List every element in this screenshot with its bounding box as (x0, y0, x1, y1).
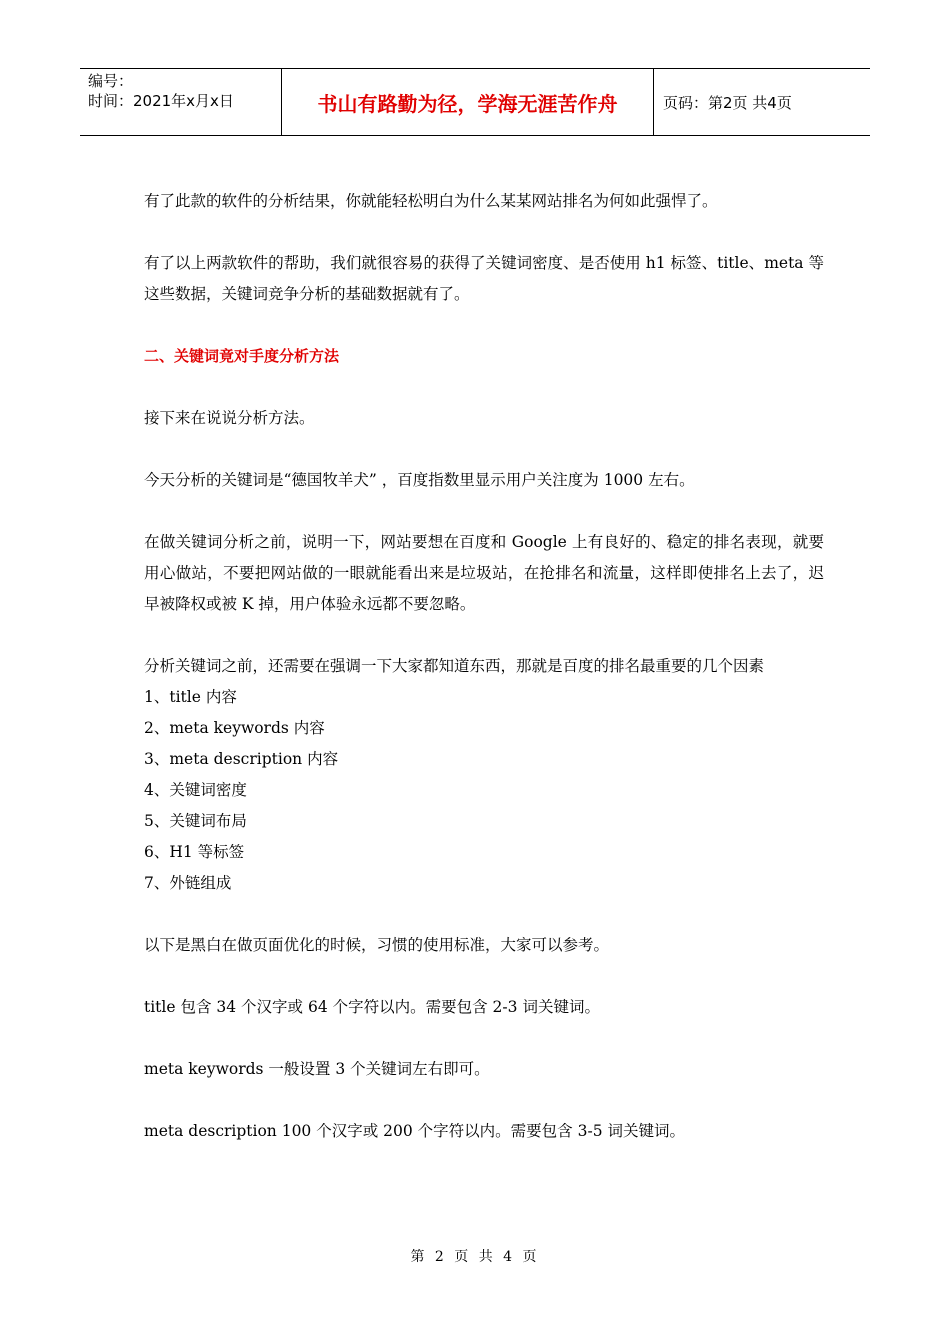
section-heading: 二、关键词竟对手度分析方法 (144, 347, 340, 365)
factor-list (144, 682, 824, 899)
list-item: 4、关键词密度 (144, 781, 247, 799)
list-item: 5、关键词布局 (144, 812, 247, 830)
list-item: 2、meta keywords 内容 (144, 719, 325, 737)
paragraph: 接下来在说说分析方法。 (144, 409, 315, 427)
document-body (144, 186, 824, 1147)
paragraph: 今天分析的关键词是“德国牧羊犬” ，百度指数里显示用户关注度为 1000 左右。 (144, 471, 695, 489)
paragraph: 有了此款的软件的分析结果，你就能轻松明白为什么某某网站排名为何如此强悍了。 (144, 192, 718, 210)
document-header (80, 68, 870, 136)
header-meta-cell (80, 69, 281, 135)
time-label: 时间：2021年x月x日 (88, 92, 234, 110)
paragraph: 以下是黑白在做页面优化的时候，习惯的使用标准，大家可以参考。 (144, 936, 610, 954)
header-page-info: 页码：第2页 共4页 (663, 93, 792, 112)
list-item: 3、meta description 内容 (144, 750, 339, 768)
list-item: 7、外链组成 (144, 874, 232, 892)
paragraph: 分析关键词之前，还需要在强调一下大家都知道东西，那就是百度的排名最重要的几个因素 (144, 657, 765, 675)
paragraph: 在做关键词分析之前，说明一下，网站要想在百度和 Google 上有良好的、稳定的排名表现，就要用心做站，不要把网站做的一眼就能看出来是垃圾站，在抢排名和流量，这样即使排名上去了，迟早被降权或被 K 掉，用户体验永远都不要忽略。 (144, 533, 824, 613)
number-label: 编号： (88, 72, 134, 90)
paragraph: title 包含 34 个汉字或 64 个字符以内。需要包含 2-3 词关键词。 (144, 998, 600, 1016)
paragraph: meta description 100 个汉字或 200 个字符以内。需要包含 3-5 词关键词。 (144, 1122, 685, 1140)
list-item: 1、title 内容 (144, 688, 237, 706)
page-footer: 第 2 页 共 4 页 (410, 1249, 540, 1265)
header-motto: 书山有路勤为径，学海无涯苦作舟 (281, 69, 654, 135)
list-item: 6、H1 等标签 (144, 843, 245, 861)
paragraph: 有了以上两款软件的帮助，我们就很容易的获得了关键词密度、是否使用 h1 标签、title、meta 等这些数据，关键词竞争分析的基础数据就有了。 (144, 254, 824, 303)
paragraph: meta keywords 一般设置 3 个关键词左右即可。 (144, 1060, 490, 1078)
